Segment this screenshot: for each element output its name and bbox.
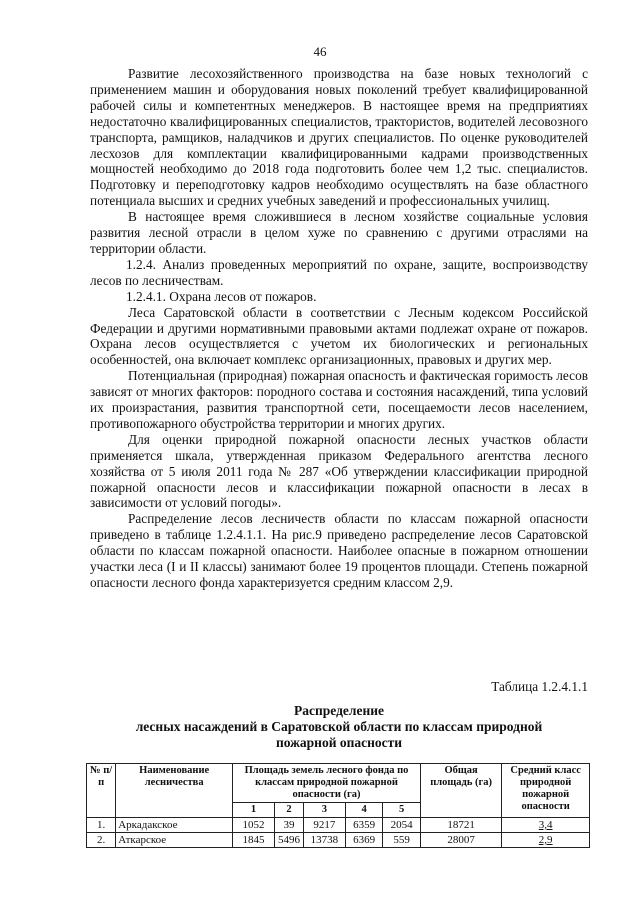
fire-class-table bbox=[86, 763, 590, 848]
paragraph-legal-basis: Леса Саратовской области в соответствии с Лесным кодексом Российской Федерации и другими нормативными правовыми актами подлежат охране от пожаров. Охрана лесов осуществляется с учетом их биологических и региональных особенностей, она включает комплекс организационных, правовых и других мер. bbox=[90, 304, 588, 368]
table-title-line-1: Распределение bbox=[293, 703, 385, 718]
header-class-4: 4 bbox=[345, 803, 383, 818]
table-row bbox=[87, 818, 590, 833]
row-class-2: 39 bbox=[274, 818, 303, 833]
header-avg-class: Средний класс природной пожарной опасности bbox=[502, 764, 590, 818]
row-class-3: 13738 bbox=[304, 833, 346, 848]
row-class-4: 6369 bbox=[345, 833, 383, 848]
body-text bbox=[90, 66, 588, 591]
header-num: № п/п bbox=[87, 764, 116, 818]
table-row bbox=[87, 833, 590, 848]
row-name: Аркадакское bbox=[116, 818, 233, 833]
table-title-line-2: лесных насаждений в Саратовской области по классам природной bbox=[135, 719, 543, 734]
section-heading-analysis: 1.2.4. Анализ проведенных мероприятий по охране, защите, воспроизводству лесов по лесничествам. bbox=[90, 256, 588, 288]
table-title-line-3: пожарной опасности bbox=[275, 735, 403, 750]
row-class-4: 6359 bbox=[345, 818, 383, 833]
paragraph-fire-factors: Потенциальная (природная) пожарная опасность и фактическая горимость лесов зависят от многих факторов: породного состава и состояния насаждений, типа условий их произрастания, развития транспортной сети, посещаемости лесов населением, противопожарного обустройства территории и многих других. bbox=[90, 368, 588, 431]
header-class-2: 2 bbox=[274, 803, 303, 818]
paragraph-distribution: Распределение лесов лесничеств области по классам пожарной опасности приведено в таблице 1.2.4.1.1. На рис.9 приведено распределение лесов Саратовской области по классам пожарной опасности. Наиболее опасные в пожарном отношении участки леса (I и II классы) занимают более 19 процентов площади. Степень пожарной опасности лесного фонда характеризуется средним классом 2,9. bbox=[90, 511, 588, 590]
paragraph-social-conditions: В настоящее время сложившиеся в лесном хозяйстве социальные условия развития лесной отрасли в целом хуже по сравнению с другими отраслями на территории области. bbox=[90, 209, 588, 256]
row-avg-class: 3,4 bbox=[502, 818, 590, 833]
header-class-3: 3 bbox=[304, 803, 346, 818]
row-avg-class: 2,9 bbox=[502, 833, 590, 848]
row-name: Аткарское bbox=[116, 833, 233, 848]
row-class-2: 5496 bbox=[274, 833, 303, 848]
table-header-row bbox=[87, 764, 590, 803]
paragraph-workforce: Развитие лесохозяйственного производства на базе новых технологий с применением машин и оборудования новых поколений требует квалифицированной рабочей силы и компетентных менеджеров. В настоящее время на предприятиях недостаточно квалифицированных специалистов, трактористов, водителей лесовозного транспорта, рамщиков, наладчиков и других специалистов. По оценке руководителей лесхозов для комплектации квалифицированными кадрами производственных мощностей необходимо до 2018 года подготовить более чем 1,2 тыс. специалистов. Подготовку и переподготовку кадров необходимо осуществлять на базе областного потенциала высших и средних учебных заведений и профессиональных училищ. bbox=[90, 66, 588, 209]
row-total: 18721 bbox=[420, 818, 501, 833]
section-heading-fire-protection: 1.2.4.1. Охрана лесов от пожаров. bbox=[126, 288, 317, 304]
row-class-3: 9217 bbox=[304, 818, 346, 833]
header-class-5: 5 bbox=[383, 803, 421, 818]
header-name: Наименование лесничества bbox=[116, 764, 233, 818]
header-area-by-class: Площадь земель лесного фонда по классам природной пожарной опасности (га) bbox=[233, 764, 421, 803]
row-total: 28007 bbox=[420, 833, 501, 848]
paragraph-fire-scale: Для оценки природной пожарной опасности лесных участков области применяется шкала, утвержденная приказом Федерального агентства лесного хозяйства от 5 июля 2011 года № 287 «Об утверждении классификации природной пожарной опасности лесов и классификации пожарной опасности в лесах в зависимости от условий погоды». bbox=[90, 431, 588, 511]
header-class-1: 1 bbox=[233, 803, 275, 818]
row-num: 2. bbox=[87, 833, 116, 848]
row-class-1: 1052 bbox=[233, 818, 275, 833]
table-title bbox=[90, 703, 588, 751]
row-class-5: 2054 bbox=[383, 818, 421, 833]
page-number: 46 bbox=[313, 44, 327, 59]
row-class-1: 1845 bbox=[233, 833, 275, 848]
header-total: Общая площадь (га) bbox=[420, 764, 501, 818]
table-caption: Таблица 1.2.4.1.1 bbox=[491, 679, 588, 694]
row-num: 1. bbox=[87, 818, 116, 833]
row-class-5: 559 bbox=[383, 833, 421, 848]
